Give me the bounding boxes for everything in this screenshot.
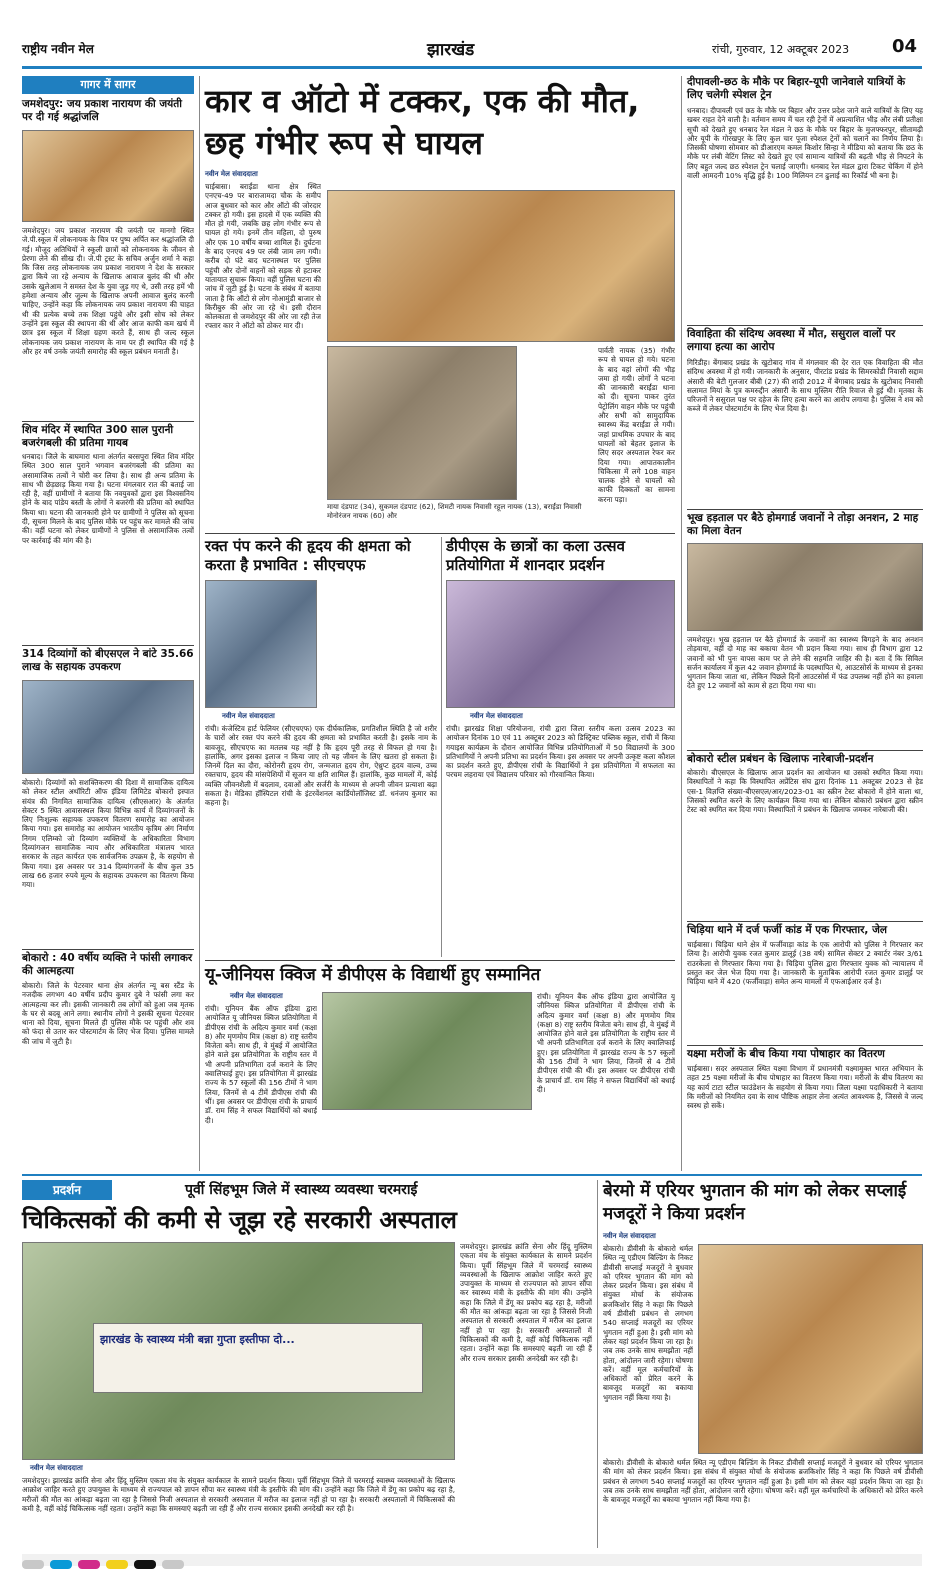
mid2-body: रांची। झारखंड शिक्षा परियोजना, रांची द्वारा जिला स्तरीय कला उत्सव 2023 का आयोजन दिनांक 10 एवं 11 अक्टूबर 2023 को डिस्ट्रिक्ट पब्लिक स्कूल, रांची में किया गयाइस कार्यक्रम के दौरान आयोजित विभिन्न प्रतियोगिताओं में 50 विद्यालयों के 300 प्रतिभागियों ने अपनी प्रतिभा का प्रदर्शन किया। इस अवसर पर अपनी उत्कृष्ट कला कौशल का प्रदर्शन करते हुए, डीपीएस रांची के विद्यार्थियों ने इस प्रतियोगिता में सफलता का परचम लहराया एवं विद्यालय परिवार को गौरवान्वित किया। — [446, 724, 675, 780]
bottom-left-subhead: पूर्वी सिंहभूम जिले में स्वास्थ्य व्यवस्था चरमराई — [185, 1182, 418, 1198]
lead-caption: माया दंडपाट (34), सुकमल दंडपाट (62), शिमटी नायक निवासी रहूल नायक (13), बराईंडा निवासी मोनोरंजन नायक (60) और — [327, 503, 582, 520]
left-story1-photo — [22, 130, 194, 222]
paper-name: राष्ट्रीय नवीन मेल — [22, 42, 94, 56]
bottom-right-photo — [698, 1244, 923, 1454]
lead-headline: कार व ऑटो में टक्कर, एक की मौत, छह गंभीर रूप से घायल — [205, 82, 640, 162]
mid1-headline: रक्त पंप करने की हृदय की क्षमता को करता है प्रभावित : सीएचएफ — [205, 537, 411, 574]
mid1-photo-doctor — [205, 580, 317, 708]
dateline: रांची, गुरुवार, 12 अक्टूबर 2023 — [712, 43, 850, 56]
bottom-left-body: जमशेदपुर। झारखंड क्रांति सेना और हिंदू मुस्लिम एकता मंच के संयुक्त कार्यकाल के सामने प्रदर्शन किया। पूर्वी सिंहभूम जिले में चरमराई स्वास्थ्य व्यवस्थाओं के खिलाफ आक्रोश जाहिर करते हुए उपायुक्त के माध्यम से राज्यपाल को ज्ञापन सौंपा कर स्वास्थ्य मंत्री के इस्तीफे की मांग की। उन्होंने कहा कि जिले में डेंगू का प्रकोप बढ़ रहा है, मरीजों की मौत का आंकड़ा बढ़ता जा रहा है जिससे निजी अस्पताल से सरकारी अस्पताल में मरीज का इलाज नहीं हो पा रहा है। सरकारी अस्पतालों में चिकित्सकों की कमी है, वहीं कोई चिकित्सक नहीं रहता। उन्होंने कहा कि समस्याएं बढ़ती जा रही हैं और राज्य सरकार इसकी अनदेखी कर रही है। — [22, 1476, 455, 1513]
right-story5-body: चाईबासा। चिड़िया थाने क्षेत्र में फर्जीवाड़ा कांड के एक आरोपी को पुलिस ने गिरफ्तार कर लिया है। आरोपी युवक रजत कुमार डालूई (38 वर्ष) सामिल सेक्टर 2 क्वार्टर नंबर 3/61 राउरकेला से गिरफ्तार किया गया है। चिड़िया पुलिस द्वारा गिरफ्तार युवक को न्यायालय में प्रस्तुत कर जेल भेज दिया गया है। जानकारी के मुताबिक आरोपी रजत कुमार डालूई पर चिड़िया थाने में 420 (फर्जीवाड़ा) समेत अन्य मामलों में एफआईआर दर्ज है। — [687, 940, 923, 987]
bottom-left-body-col: जमशेदपुर। झारखंड क्रांति सेना और हिंदू मुस्लिम एकता मंच के संयुक्त कार्यकाल के सामने प्रदर्शन किया। पूर्वी सिंहभूम जिले में चरमराई स्वास्थ्य व्यवस्थाओं के खिलाफ आक्रोश जाहिर करते हुए उपायुक्त के माध्यम से राज्यपाल को ज्ञापन सौंपा कर स्वास्थ्य मंत्री के इस्तीफे की मांग की। उन्होंने कहा कि जिले में डेंगू का प्रकोप बढ़ रहा है, मरीजों की मौत का आंकड़ा बढ़ता जा रहा है जिससे निजी अस्पताल से सरकारी अस्पताल में मरीज का इलाज नहीं हो पा रहा है। सरकारी अस्पतालों में चिकित्सकों की कमी है, वहीं कोई चिकित्सक नहीं रहता। उन्होंने कहा कि समस्याएं बढ़ती जा रही हैं और राज्य सरकार इसकी अनदेखी कर रही है। — [460, 1242, 592, 1363]
left-story1-headline: जमशेदपुर: जय प्रकाश नारायण की जयंती पर दी गई श्रद्धांजलि — [22, 98, 182, 123]
bottom-right-byline: नवीन मेल संवाददाता — [603, 1232, 656, 1240]
left-story2-headline: शिव मंदिर में स्थापित 300 साल पुरानी बजरंगबली की प्रतिमा गायब — [22, 424, 174, 449]
mid2-photo-students — [446, 580, 675, 708]
bottom-left-headline: चिकित्सकों की कमी से जूझ रहे सरकारी अस्पताल — [22, 1206, 457, 1234]
right-story5-headline: चिड़िया थाने में दर्ज फर्जी कांड में एक गिरफ्तार, जेल — [687, 924, 887, 936]
right-top-body: धनबाद। दीपावली एवं छठ के मौके पर बिहार और उत्तर प्रदेश जाने वाले यात्रियों के लिए यह खबर राहत देने वाली है। वर्तमान समय में चल रही ट्रेनों में अप्रत्याशित भीड़ और लंबी प्रतीक्षा सूची को देखते हुए धनबाद रेल मंडल ने छठ के मौके पर बिहार के मुजफ्फरपुर, सीतामढ़ी और यूपी के गोरखपुर के लिए कुल चार पूजा स्पेशल ट्रेनों को चलाने का निर्णय लिया है। जिसकी घोषणा सोमवार को डीआरएम कमल किशोर सिन्हा ने मीडिया को बताया कि छठ के मौके पर लंबी वेटिंग लिस्ट को देखते हुए एवं सामान्य यात्रियों की बढ़ती भीड़ से निपटने के लिए बहुत जल्द छठ स्पेशल ट्रेन चलाई जाएगी। धनबाद रेल मंडल द्वारा टिकट चेकिंग में होने वाली आमदनी 10% वृद्धि हुई है। 100 मिलियन टन ढुलाई का रिकॉर्ड भी बना है। — [687, 106, 923, 181]
bottom-right-body: बोकारो। डीवीसी के बोकारो थर्मल स्थित न्यू एडीएम बिल्डिंग के निकट डीवीसी सप्लाई मजदूरों ने बुधवार को एरियर भुगतान की मांग को लेकर प्रदर्शन किया। इस संबंध में संयुक्त मोर्चा के संयोजक ब्रजकिशोर सिंह ने कहा कि पिछले वर्ष डीवीसी प्रबंधन से लगभग 540 सप्लाई मजदूरों का एरियर भुगतान नहीं हुआ है। इसी मांग को लेकर यहां प्रदर्शन किया जा रहा है। जब तक उनके साथ समझौता नहीं होता, आंदोलन जारी रहेगा। घोषणा करें। वहीं मूल कर्मचारियों के अधिकारों को प्रेरित करने के बावजूद मजदूरों का बकाया भुगतान नहीं किया गया है। — [603, 1244, 693, 1402]
right-story2-headline: विवाहिता की संदिग्ध अवस्था में मौत, ससुराल वालों पर लगाया हत्या का आरोप — [687, 328, 896, 353]
left-story1-body: जमशेदपुर। जय प्रकाश नारायण की जयंती पर मानगो स्थित जे.पी.स्कूल में लोकनायक के चित्र पर पुष्प अर्पित कर श्रद्धांजलि दी गई। मौजूद अतिथियों ने स्कूली छात्रों को लोकनायक के जीवन से प्रेरणा लेने की सीख दी। जे.पी ट्रस्ट के सचिव अर्जुन शर्मा ने कहा कि जिस तरह लोकनायक जय प्रकाश नारायण ने देश के सरकार द्वारा किये जा रहे अन्याय के खिलाफ आवाज बुलंद की थी और उसके खुलेआम ने समस्त देश के युवा जुड़ गए थे, उसी तरह हमें भी हमेशा अन्याय और जुल्म के खिलाफ अपनी आवाज बुलंद करनी चाहिए, उन्होंने कहा कि लोकनायक जय प्रकाश नारायण की चाहत थी की प्रत्येक बच्चे तक शिक्षा पहुंचे और इसी सोच को लेकर उन्होंने इस स्कूल की स्थापना की थी और आज काफी कम खर्च में छात्र इस स्कूल में शिक्षा ग्रहण करते हैं, साथ ही जल्द स्कूल लोकनायक जय प्रकाश नारायण के नाम पर ही स्थापित की गई है और हर वर्ष उनके जयंती समारोह की स्कूल प्रबंधन मनाती है। — [22, 226, 194, 356]
right-story4-headline: बोकारो स्टील प्रबंधन के खिलाफ नारेबाजी-प्रदर्शन — [687, 753, 874, 765]
left-story4-headline: बोकारो : 40 वर्षीय व्यक्ति ने फांसी लगाकर की आत्महत्या — [22, 952, 193, 977]
protest-banner — [93, 1323, 423, 1393]
left-story3-headline: 314 दिव्यांगों को बीएसएल ने बांटे 35.66 लाख के सहायक उपकरण — [22, 648, 194, 673]
mid1-body: रांची। कंजेस्टिव हार्ट फेलियर (सीएचएफ) एक दीर्घकालिक, प्रगतिशील स्थिति है जो शरीर के चारों ओर रक्त पंप करने की हृदय की क्षमता को प्रभावित करती है। इसके नाम के बावजूद, सीएचएफ का मतलब यह नहीं है कि हृदय पूरी तरह से विफल हो गया है। हालांकि, अगर इसका इलाज न किया जाए तो यह जीवन के लिए खतरा हो सकता है। जिनमें दिल का दौरा, कोरोनरी हृदय रोग, जन्मजात हृदय रोग, ऐथ्रुप्ट हृदय वाल्व, उच्च रक्तचाप, हृदय की मांसपेशियों में सूजन या क्षति शामिल हैं। हालांकि, कुछ मामलों में, कोई व्यक्ति जीवनशैली में बदलाव, दवाओं और सर्जरी के माध्यम से अपनी जीवन प्रत्याशा बढ़ा सकता है। मेडिका हॉस्पिटल रांची के इंटरवेंशनल कार्डियोलॉजिस्ट डॉ. धनंजय कुमार का कहना है। — [205, 724, 437, 808]
left-story3-body: बोकारो। दिव्यांगों को सशक्तिकरण की दिशा में सामाजिक दायित्व को लेकर स्टील अथॉरिटी ऑफ इंडिया लिमिटेड बोकारो इस्पात संयंत्र की निगमित सामाजिक दायित्व (सीएसआर) के अंतर्गत सेक्टर 5 स्थित आवासस्थल किया विभिन्न कार्य में दिव्यांगजनों के लिए निःशुल्क सहायक उपकरण वितरण समारोह का आयोजन किया गया। इस समारोह का आयोजन भारतीय कृत्रिम अंग निर्माण निगम एलिम्को जो दिव्यांग व्यक्तियों के अधिकारिता विभाग दिव्यांगजन सामाजिक न्याय और अधिकारिता मंत्रालय भारत सरकार के तहत कार्यरत एक सार्वजनिक उपक्रम है, के सहयोग से किया गया। इस अवसर पर 314 दिव्यांगजनों के बीच कुल 35 लाख 66 हजार रुपये मूल्य के सहायक उपकरण का वितरण किया गया। — [22, 778, 194, 890]
mid2-headline: डीपीएस के छात्रों का कला उत्सव प्रतियोगिता में शानदार प्रदर्शन — [446, 537, 625, 574]
bottom-left-photo-protest — [22, 1242, 455, 1460]
lead-photo-hospital — [327, 190, 675, 342]
right-story6-headline: यक्ष्मा मरीजों के बीच किया गया पोषाहार का वितरण — [687, 1048, 885, 1060]
bottom-right-headline: बेरमो में एरियर भुगतान की मांग को लेकर सप्लाई मजदूरों ने किया प्रदर्शन — [603, 1181, 907, 1224]
left-story2-body: धनबाद। जिले के बाघमारा थाना अंतर्गत बरसपुरा स्थित शिव मंदिर स्थित 300 साल पुराने भगवान बजरंगबली की प्रतिमा का असामाजिक तत्वों ने चोरी कर लिया है। साथ ही अन्य प्रतिमा के साथ भी छेड़छाड़ किया गया है। घटना मंगलवार रात की बताई जा रही है, वहीं ग्रामीणों ने बताया कि नवयुवकों द्वारा इस विश्वसनिय होने के बाद पांडेय बस्ती के लोगों ने बजरंगी की प्रतिमा को स्थापित किया था। घटना की जानकारी होने पर ग्रामीणों ने पुलिस को सूचना दी, सूचना मिलने के बाद पुलिस मौके पर पहुंच कर मामले की जांच की। वहीं घटना को लेकर ग्रामीणों ने पुलिस से असामाजिक तत्वों पर कार्रवाई की मांग की है। — [22, 452, 194, 545]
section-title: झारखंड — [427, 40, 475, 60]
right-top-headline: दीपावली-छठ के मौके पर बिहार-यूपी जानेवाले यात्रियों के लिए चलेगी स्पेशल ट्रेन — [687, 76, 906, 101]
right-story3-photo — [687, 543, 923, 631]
right-story2-body: गिरिडीह। बेंगाबाद प्रखंड के खुटोबाद गांव में मंगलवार की देर रात एक विवाहिता की मौत संदिग्ध अवस्था में हो गयी। जानकारी के अनुसार, पीरटांड प्रखंड के सिमरकोडी निवासी सद्दाम अंसारी की बेटी गुलजार बीबी (27) की शादी 2012 में बेंगाबाद प्रखंड के खुटोबाद निवासी सलामत मियां के पुत्र कमरुद्दीन अंसारी के साथ मुस्लिम रीति रिवाज से हुई थी। मृतका के परिजनों ने ससुराल पक्ष पर दहेज के लिए हत्या करने का आरोप लगाया है। पुलिस ने शव को कब्जे में लेकर पोस्टमार्टम के लिए भेज दिया है। — [687, 358, 923, 414]
footer-color-bar — [22, 1554, 922, 1566]
left-column-tag: गागर में सागर — [22, 76, 194, 94]
mid3-byline: नवीन मेल संवाददाता — [230, 992, 283, 1000]
page-number: 04 — [892, 36, 918, 57]
bottom-right-body-cont: बोकारो। डीवीसी के बोकारो थर्मल स्थित न्यू एडीएम बिल्डिंग के निकट डीवीसी सप्लाई मजदूरों ने बुधवार को एरियर भुगतान की मांग को लेकर प्रदर्शन किया। इस संबंध में संयुक्त मोर्चा के संयोजक ब्रजकिशोर सिंह ने कहा कि पिछले वर्ष डीवीसी प्रबंधन से लगभग 540 सप्लाई मजदूरों का एरियर भुगतान नहीं हुआ है। इसी मांग को लेकर यहां प्रदर्शन किया जा रहा है। जब तक उनके साथ समझौता नहीं होता, आंदोलन जारी रहेगा। घोषणा करें। वहीं मूल कर्मचारियों के अधिकारों को प्रेरित करने के बावजूद मजदूरों का बकाया भुगतान नहीं किया गया है। — [603, 1458, 923, 1505]
left-story4-body: बोकारो। जिले के पेटरवार थाना क्षेत्र अंतर्गत न्यू बस स्टैंड के नजदीक लगभग 40 वर्षीय प्रदीप कुमार दुबे ने फांसी लगा कर आत्महत्या कर ली। इसकी जानकारी तब लोगों को हुआ जब मृतक के घर से बदबू आने लगा। स्थानीय लोगों ने इसकी सूचना पेटरवार थाना को दिया, सूचना मिलते ही पुलिस मौके पर पहुंची और शव को फंदा से उतार कर पोस्टमार्टम के लिए भेज दिया। पुलिस मामले की जांच में जुटी है। — [22, 981, 194, 1046]
lead-body2: पार्वती नायक (35) गंभीर रूप से घायल हो गये। घटना के बाद वहां लोगों की भीड़ जमा हो गयी। लोगों ने घटना की जानकारी बराईंडा थाना को दी। सूचना पाकर तुरंत पेट्रोलिंग वाहन मौके पर पहुंची और सभी को सामुदायिक स्वास्थ्य केंद्र बराईंडा ले गयी। जहां प्राथमिक उपचार के बाद घायलों को बेहतर इलाज के लिए सदर अस्पताल रेफर कर दिया गया। आपातकालीन चिकित्सा में लगे 108 वाहन चालक होने से घायलों को काफी दिक्कतों का सामना करना पड़ा। — [598, 346, 675, 504]
right-story6-body: चाईबासा। सदर अस्पताल स्थित यक्ष्मा विभाग में प्रधानमंत्री यक्ष्मामुक्त भारत अभियान के तहत 25 यक्ष्मा मरीजों के बीच पोषाहार का वितरण किया गया। मरीजों के बीच वितरण का यह कार्य टाटा स्टील फाउंडेशन के सहयोग से किया गया। जिला यक्ष्मा पदाधिकारी ने बताया कि मरीजों को नियमित दवा के साथ पौष्टिक आहार लेना अत्यंत आवश्यक है, जिससे वे जल्द स्वस्थ हो सकें। — [687, 1064, 923, 1111]
right-story4-body: बोकारो। बीएसएल के खिलाफ आज प्रदर्शन का आयोजन था उसको स्थगित किया गया। विस्थापितों ने कहा कि विस्थापित अप्रेंटिस संघ द्वारा दिनांक 11 अक्टूबर 2023 से हेड एस-1 विज्ञप्ति संख्या-बीएसएल/आर/2023-01 का स्क्रीन टेस्ट बोकारो में होने वाला था, जिसको स्थगित करने के लिए कार्यक्रम किया गया था। लेकिन बोकारो प्रबंधन द्वारा स्क्रीन टेस्ट को स्थगित कर दिया गया। विस्थापितों ने प्रबंधन के खिलाफ जमकर नारेबाजी की। — [687, 768, 923, 815]
mid3-photo-winners — [322, 992, 532, 1110]
mid3-body-cont: रांची। यूनियन बैंक ऑफ इंडिया द्वारा आयोजित यू जीनियस क्विज प्रतियोगिता में डीपीएस रांची के अदित्य कुमार वर्मा (कक्षा 8) और मृणमोय मित्र (कक्षा 8) राष्ट्र स्तरीय विजेता बने। साथ ही, वे मुंबई में आयोजित होने वाले इस प्रतियोगिता के राष्ट्रीय स्तर में भी अपनी प्रतिभागिता दर्ज कराने के लिए क्वालिफाई हुए। इस प्रतियोगिता में झारखंड राज्य के 57 स्कूलों की 156 टीमों ने भाग लिया, जिनमें से 4 टीमें डीपीएस रांची की थीं। इस अवसर पर डीपीएस रांची के प्राचार्य डॉ. राम सिंह ने सफल विद्यार्थियों को बधाई दी। — [537, 992, 675, 1094]
mid3-headline: यू-जीनियस क्विज में डीपीएस के विद्यार्थी हुए सम्मानित — [205, 965, 541, 985]
lead-byline: नवीन मेल संवाददाता — [205, 170, 258, 178]
right-story3-headline: भूख हड़ताल पर बैठे होमगार्ड जवानों ने तोड़ा अनशन, 2 माह का मिला वेतन — [687, 512, 919, 537]
left-story3-photo — [22, 680, 194, 774]
masthead — [22, 34, 922, 64]
lead-body1: चाईबासा। बराईंडा थाना क्षेत्र स्थित एनएच-49 पर बाराजामदा चौक के समीप आज बुधवार को कार और ऑटो की जोरदार टक्कर हो गयी। इस हादसे में एक व्यक्ति की मौत हो गयी, जबकि छह लोग गंभीर रूप से घायल हो गये। इनमें तीन महिला, दो पुरुष और एक 10 वर्षीय बच्चा शामिल हैं। दुर्घटना के बाद एनएच 49 पर लंबी जाम लग गयी। करीब दो घंटे बाद घटनास्थल पर पुलिस पहुंची और दोनों वाहनों को सड़क से हटाकर यातायात सुचारू किया। वहीं पुलिस घटना की जांच में जुटी हुई है। घटना के संबंध में बताया जाता है कि ऑटो से लोग नोआमुंडी बाजार से किरीबुरु की ओर जा रहे थे। इसी दौरान कोलकाता से जमशेदपुर की ओर जा रही तेज रफ्तार कार ने ऑटो को ठोकर मार दी। — [205, 182, 321, 331]
protest-banner-text: झारखंड के स्वास्थ्य मंत्री बन्ना गुप्ता इस्तीफा दो... — [100, 1333, 295, 1346]
mid2-byline: नवीन मेल संवाददाता — [470, 712, 523, 720]
mid1-byline: नवीन मेल संवाददाता — [222, 712, 275, 720]
right-story3-body: जमशेदपुर। भूख हड़ताल पर बैठे होमगार्ड के जवानों का स्वास्थ्य बिगड़ने के बाद अनशन तोड़वाया, वहीं दो माह का बकाया वेतन भी प्रदान किया गया। साथ ही विभाग द्वारा 12 जवानों को भी पुनः वापस काम पर ले लेने की सहमति जाहिर की है। बता दें कि सिविल सर्जन कार्यालय में कुल 42 जवान होमगार्ड के पदस्थापित थे, आउटसोर्स के माध्यम से इनका भुगतान किया जाता था, लेकिन पिछले दिनों आउटसोर्स में फंड उपलब्ध नहीं होने का हवाला देते हुए 12 जवानों को काम से हटा दिया गया था। — [687, 635, 923, 691]
masthead-rule — [22, 66, 922, 69]
bottom-left-byline: नवीन मेल संवाददाता — [30, 1464, 83, 1472]
lead-photo-wreck — [327, 346, 517, 500]
mid3-body: रांची। यूनियन बैंक ऑफ इंडिया द्वारा आयोजित यू जीनियस क्विज प्रतियोगिता में डीपीएस रांची के अदित्य कुमार वर्मा (कक्षा 8) और मृणमोय मित्र (कक्षा 8) राष्ट्र स्तरीय विजेता बने। साथ ही, वे मुंबई में आयोजित होने वाले इस प्रतियोगिता के राष्ट्रीय स्तर में भी अपनी प्रतिभागिता दर्ज कराने के लिए क्वालिफाई हुए। इस प्रतियोगिता में झारखंड राज्य के 57 स्कूलों की 156 टीमों ने भाग लिया, जिनमें से 4 टीमें डीपीएस रांची की थीं। इस अवसर पर डीपीएस रांची के प्राचार्य डॉ. राम सिंह ने सफल विद्यार्थियों को बधाई दी। — [205, 1004, 317, 1125]
bottom-left-tag: प्रदर्शन — [22, 1180, 112, 1200]
